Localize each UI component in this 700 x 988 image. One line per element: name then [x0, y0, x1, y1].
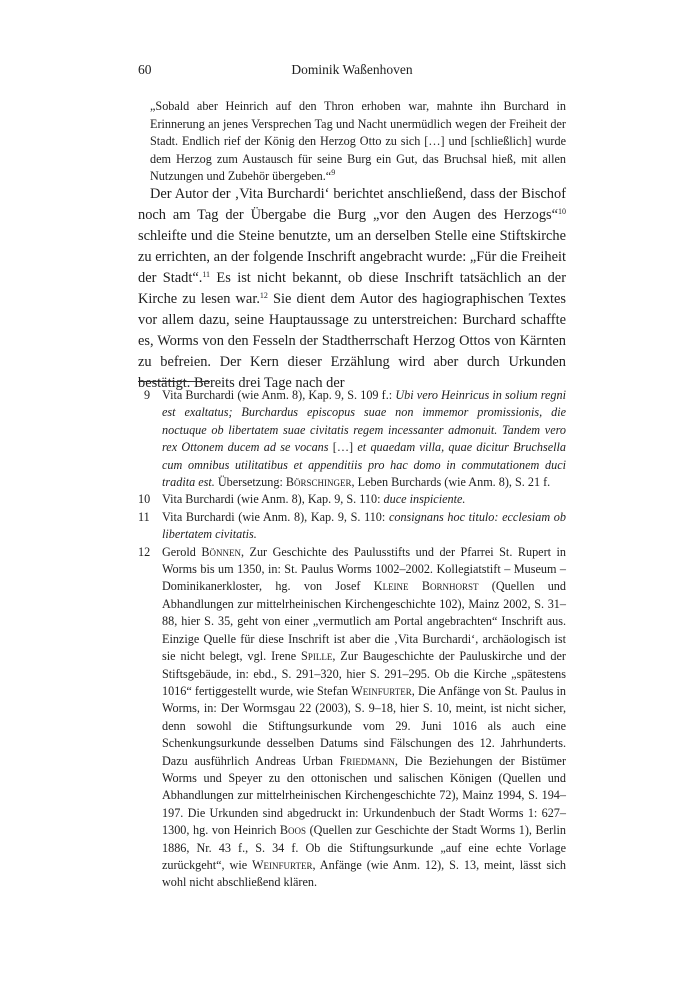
footnote-10: [138, 491, 566, 508]
footnote-text: Vita Burchardi (wie Anm. 8), Kap. 9, S. 110:: [162, 509, 389, 524]
author-name: Boos: [279, 823, 307, 838]
latin-quote: duce inspiciente.: [383, 492, 466, 507]
latin-quote: consignans hoc titulo: ecclesiam ob libertatem civitatis.: [162, 509, 566, 542]
footnote-text: , Leben Burchards (wie Anm. 8), S. 21 f.: [351, 475, 551, 490]
footnote-text: […]: [328, 440, 358, 455]
footnote-number: 12: [138, 544, 151, 559]
footnote-number: 10: [138, 492, 151, 507]
footnote-text: , Die Beziehungen der Bistümer Worms und Speyer zu den ottonischen und salischen Königen (Quellen und Abhandlungen zur mittelrheinischen Kirchengeschichte 72), Mainz 1994, S. 194–197. Die Urkunden sind abgedruckt in: Urkundenbuch der Stadt Worms 1: 627–1300, hg. von Heinrich: [162, 753, 567, 838]
main-paragraph: [138, 184, 566, 394]
paragraph: [138, 184, 566, 394]
page-number: 60: [138, 62, 152, 77]
page-header: [138, 62, 566, 82]
footnote-ref-9[interactable]: 9: [331, 168, 336, 177]
footnote-text: (Quellen zur Geschichte der Stadt Worms 1), Berlin 1886, Nr. 43 f., S. 34 f. Ob die Stiftungsurkunde „auf eine echte Vorlage zurückgeht“, wie: [162, 823, 566, 872]
latin-quote: Ubi vero Heinricus in solium regni est exaltatus; Burchardus episcopus suae non immemor promissionis, die noctuque ob libertatem suae civitatis regem incessanter admonuit. Tandem vero rex Ottonem ducem ad se vocans: [162, 388, 566, 455]
author-name: Friedmann: [339, 753, 395, 768]
author-name: Weinfurter: [351, 683, 412, 698]
author-name: Weinfurter: [252, 857, 313, 872]
paragraph-text: Es ist nicht bekannt, ob diese Inschrift tatsächlich an der Kirche zu lesen war.: [138, 270, 566, 307]
footnote-text: Gerold: [162, 544, 202, 559]
paragraph-text: Der Autor der ‚Vita Burchardi‘ berichtet anschließend, dass der Bischof noch am Tag der Übergabe die Burg „vor den Augen des Herzogs“: [138, 186, 566, 223]
footnote-12: [138, 544, 566, 892]
footnote-9: [138, 387, 566, 491]
footnote-ref-11[interactable]: 11: [202, 270, 211, 279]
footnote-text: , Zur Geschichte des Paulusstifts und der Pfarrei St. Rupert in Worms bis um 1350, in: St. Paulus Worms 1002–2002. Kollegiatstift – Museum – Dominikanerkloster, hg. von Josef: [162, 544, 566, 594]
footnote-11: [138, 509, 566, 544]
footnote-ref-12[interactable]: 12: [259, 291, 268, 300]
paragraph-text: Sie dient dem Autor des hagiographischen Textes vor allem dazu, seine Hauptaussage zu unterstreichen: Burchard schaffte es, Worms von den Fesseln der Stadtherrschaft Herzog Ottos von Kärnten zu befreien. Der Kern dieser Erzählung wird aber durch Urkunden bestätigt. Bereits drei Tage nach der: [138, 291, 566, 391]
author-name: Spille: [301, 649, 333, 664]
footnote-number: 9: [144, 388, 151, 402]
footnote-text: , Anfänge (wie Anm. 12), S. 13, meint, lässt sich wohl nicht abschließend klären.: [162, 857, 566, 890]
footnote-separator: [138, 381, 210, 382]
footnote-text: Vita Burchardi (wie Anm. 8), Kap. 9, S. 109 f.:: [162, 388, 396, 402]
running-head: Dominik Waßenhoven: [291, 62, 413, 77]
footnote-text: , Zur Baugeschichte der Pauluskirche und der Stiftsgebäude, in: ebd., S. 291–320, hier S. 291–295. Ob die Kirche „spätestens 1016“ fertiggestellt wurde, wie Stefan: [162, 649, 566, 698]
author-name: Kleine Bornhorst: [373, 579, 479, 594]
footnote-text: Übersetzung:: [214, 475, 286, 490]
footnote-number: 11: [138, 509, 150, 524]
footnote-text: Vita Burchardi (wie Anm. 8), Kap. 9, S. 110:: [162, 492, 384, 507]
block-quote: [150, 98, 566, 186]
paragraph-text: schleifte und die Steine benutzte, um an derselben Stelle eine Stiftskirche zu errichten, an der folgende Inschrift angebracht wurde: „Für die Freiheit der Stadt“.: [138, 228, 566, 286]
latin-quote: et quaedam villa, quae dicitur Bruchsella cum omnibus utilitatibus et appenditiis pro hac domo in commutationem duci tradita est.: [162, 440, 566, 490]
author-name: Börschinger: [285, 475, 352, 490]
footnote-text: , Die Anfänge von St. Paulus in Worms, in: Der Wormsgau 22 (2003), S. 9–18, hier S. 10, meint, ist nicht sicher, denn sowohl die Stiftungsurkunde vom 29. Juni 1016 als auch eine Schenkungsurkunde desselben Datums sind Fälschungen des 12. Jahrhunderts. Dazu ausführlich Andreas Urban: [162, 683, 566, 768]
footnote-text: (Quellen und Abhandlungen zur mittelrheinischen Kirchengeschichte 102), Mainz 2002, S. 31–88, hier S. 35, geht von einer „vermutlich am Portal angebrachten“ Inschrift aus. Einzige Quelle für diese Inschrift ist aber die ‚Vita Burchardi‘, archäologisch ist sie nicht belegt, vgl. Irene: [162, 579, 566, 664]
footnote-ref-10[interactable]: 10: [558, 207, 566, 216]
footnotes: [138, 387, 566, 892]
author-name: Bönnen: [201, 544, 241, 559]
quote-text: „Sobald aber Heinrich auf den Thron erhoben war, mahnte ihn Burchard in Erinnerung an jenes Versprechen Tag und Nacht unermüdlich wegen der Freiheit der Stadt. Endlich rief der König den Herzog Otto zu sich […] und [schließlich] wurde dem Herzog zum Austausch für seine Burg ein Gut, das Bruchsal hieß, mit allen Nutzungen und Zubehör übergeben.“: [150, 99, 566, 183]
